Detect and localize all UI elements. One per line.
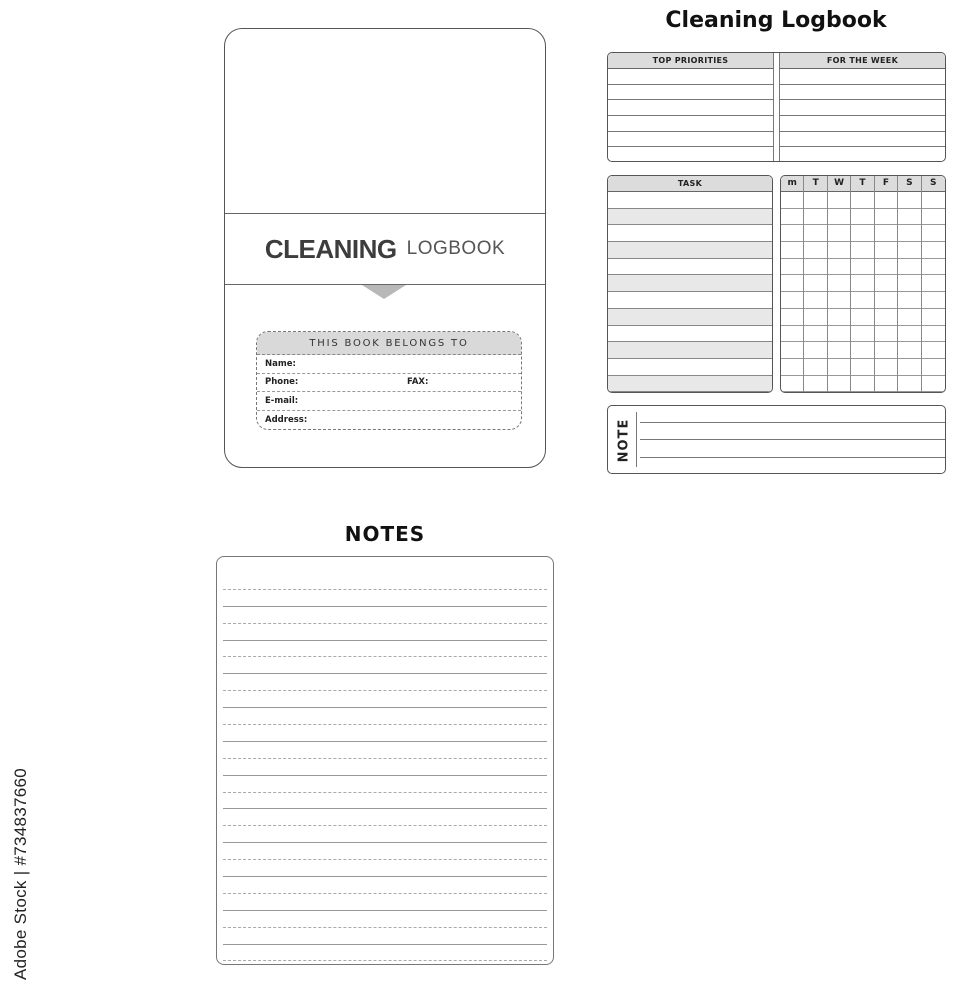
day-cell <box>898 225 920 242</box>
for-the-week-header: FOR THE WEEK <box>780 53 945 69</box>
notes-line <box>223 877 547 894</box>
day-cell <box>781 225 803 242</box>
day-cell <box>851 259 873 276</box>
for-the-week-column <box>780 53 945 161</box>
day-header: S <box>898 176 920 192</box>
notes-title: NOTES <box>344 522 426 546</box>
notes-line <box>223 590 547 607</box>
day-cell <box>875 242 897 259</box>
day-header: W <box>828 176 850 192</box>
notes-line <box>223 607 547 624</box>
notes-line <box>223 776 547 793</box>
notes-line <box>223 641 547 658</box>
logbook-title: Cleaning Logbook <box>665 8 887 33</box>
owner-email-label: E-mail: <box>265 395 299 406</box>
day-cell <box>898 342 920 359</box>
task-row <box>608 359 772 376</box>
notes-line <box>223 691 547 708</box>
weekday-grid-box <box>780 175 946 393</box>
day-cell <box>781 275 803 292</box>
owner-info-box <box>256 331 522 430</box>
top-priorities-column <box>608 53 773 161</box>
day-cell <box>804 225 826 242</box>
day-cell <box>781 192 803 209</box>
week-line <box>780 100 945 116</box>
day-cell <box>922 225 945 242</box>
day-cell <box>875 292 897 309</box>
task-row <box>608 376 772 393</box>
task-row <box>608 326 772 343</box>
day-cell <box>781 209 803 226</box>
day-cell <box>851 192 873 209</box>
day-column-tue <box>804 176 827 392</box>
cover-title-sub: LOGBOOK <box>406 238 506 259</box>
day-cell <box>898 275 920 292</box>
notes-lines <box>223 573 547 961</box>
note-separator <box>636 412 637 467</box>
note-line <box>640 457 945 458</box>
day-header: F <box>875 176 897 192</box>
day-cell <box>922 326 945 343</box>
notes-line <box>223 708 547 725</box>
notes-line <box>223 624 547 641</box>
notes-line <box>223 725 547 742</box>
cover-page <box>224 28 546 468</box>
day-cell <box>781 326 803 343</box>
day-header: T <box>804 176 826 192</box>
day-cell <box>922 309 945 326</box>
day-column-sat <box>898 176 921 392</box>
day-cell <box>828 259 850 276</box>
day-cell <box>828 292 850 309</box>
day-cell <box>922 192 945 209</box>
owner-address-row <box>257 411 521 430</box>
owner-phone-label: Phone: <box>265 377 299 388</box>
day-cell <box>922 342 945 359</box>
priority-line <box>608 100 773 116</box>
notes-line <box>223 894 547 911</box>
day-cell <box>828 192 850 209</box>
priority-line <box>608 69 773 85</box>
day-cell <box>851 292 873 309</box>
day-cell <box>898 292 920 309</box>
day-cell <box>922 209 945 226</box>
day-column-wed <box>828 176 851 392</box>
day-cell <box>898 192 920 209</box>
day-cell <box>804 326 826 343</box>
note-label-text: NOTE <box>616 418 632 463</box>
day-cell <box>898 309 920 326</box>
task-row <box>608 309 772 326</box>
day-cell <box>851 275 873 292</box>
weekday-grid <box>781 176 945 392</box>
day-cell <box>828 359 850 376</box>
priority-line <box>608 132 773 148</box>
week-line <box>780 69 945 85</box>
top-priorities-header: TOP PRIORITIES <box>608 53 773 69</box>
day-cell <box>875 326 897 343</box>
task-row <box>608 209 772 226</box>
day-cell <box>922 292 945 309</box>
day-cell <box>781 309 803 326</box>
day-cell <box>828 242 850 259</box>
day-cell <box>898 359 920 376</box>
day-cell <box>922 359 945 376</box>
week-line <box>780 116 945 132</box>
note-box <box>607 405 946 474</box>
owner-name-row <box>257 355 521 374</box>
stock-watermark-text: Adobe Stock | #734837660 <box>11 767 31 981</box>
day-cell <box>875 225 897 242</box>
day-cell <box>804 275 826 292</box>
task-header: TASK <box>608 176 772 192</box>
priorities-divider <box>773 53 780 161</box>
day-cell <box>781 292 803 309</box>
day-cell <box>875 259 897 276</box>
week-line <box>780 85 945 101</box>
notes-line <box>223 928 547 945</box>
owner-header: THIS BOOK BELONGS TO <box>257 332 521 355</box>
day-cell <box>898 376 920 393</box>
notes-line <box>223 674 547 691</box>
owner-fax-label: FAX: <box>407 377 429 388</box>
day-cell <box>828 326 850 343</box>
day-cell <box>851 376 873 393</box>
day-cell <box>875 359 897 376</box>
day-cell <box>898 326 920 343</box>
task-row <box>608 342 772 359</box>
priority-line <box>608 116 773 132</box>
day-header: T <box>851 176 873 192</box>
day-column-sun <box>922 176 945 392</box>
notes-line <box>223 860 547 877</box>
notes-line <box>223 826 547 843</box>
task-row <box>608 192 772 209</box>
notes-line <box>223 809 547 826</box>
day-cell <box>898 242 920 259</box>
notes-line <box>223 573 547 590</box>
task-row <box>608 225 772 242</box>
week-line <box>780 132 945 148</box>
owner-address-label: Address: <box>265 414 308 425</box>
day-cell <box>781 342 803 359</box>
day-header: S <box>922 176 945 192</box>
day-cell <box>804 309 826 326</box>
day-column-thu <box>851 176 874 392</box>
notes-line <box>223 911 547 928</box>
day-cell <box>804 259 826 276</box>
notes-line <box>223 945 547 962</box>
day-cell <box>922 259 945 276</box>
day-column-mon <box>781 176 804 392</box>
task-row <box>608 259 772 276</box>
day-cell <box>828 309 850 326</box>
day-cell <box>781 259 803 276</box>
owner-email-row <box>257 392 521 411</box>
priority-line <box>608 85 773 101</box>
task-box <box>607 175 773 393</box>
task-row <box>608 275 772 292</box>
day-cell <box>781 359 803 376</box>
day-cell <box>804 209 826 226</box>
notes-line <box>223 793 547 810</box>
day-cell <box>898 259 920 276</box>
day-cell <box>922 376 945 393</box>
day-cell <box>875 376 897 393</box>
task-row <box>608 242 772 259</box>
day-cell <box>851 342 873 359</box>
notes-line <box>223 742 547 759</box>
cover-title-main: CLEANING <box>264 233 397 264</box>
owner-phone-row <box>257 374 521 393</box>
day-cell <box>828 275 850 292</box>
day-header: m <box>781 176 803 192</box>
day-cell <box>875 275 897 292</box>
day-cell <box>875 342 897 359</box>
day-cell <box>851 359 873 376</box>
day-cell <box>875 309 897 326</box>
day-cell <box>804 342 826 359</box>
cover-title-band <box>225 213 545 285</box>
day-cell <box>828 376 850 393</box>
day-cell <box>828 225 850 242</box>
day-cell <box>851 309 873 326</box>
note-line <box>640 422 945 423</box>
notes-page <box>216 556 554 965</box>
day-cell <box>781 376 803 393</box>
day-cell <box>922 275 945 292</box>
day-cell <box>875 209 897 226</box>
day-cell <box>851 225 873 242</box>
task-rows <box>608 192 772 392</box>
day-column-fri <box>875 176 898 392</box>
owner-name-label: Name: <box>265 358 296 369</box>
day-cell <box>804 242 826 259</box>
notes-line <box>223 657 547 674</box>
day-cell <box>922 242 945 259</box>
day-cell <box>804 359 826 376</box>
stock-watermark <box>8 760 34 988</box>
day-cell <box>898 209 920 226</box>
day-cell <box>851 209 873 226</box>
day-cell <box>804 292 826 309</box>
task-row <box>608 292 772 309</box>
day-cell <box>804 376 826 393</box>
day-cell <box>851 242 873 259</box>
day-cell <box>781 242 803 259</box>
note-label <box>613 406 635 474</box>
day-cell <box>804 192 826 209</box>
day-cell <box>828 209 850 226</box>
day-cell <box>875 192 897 209</box>
day-cell <box>828 342 850 359</box>
notes-line <box>223 843 547 860</box>
day-cell <box>851 326 873 343</box>
notes-line <box>223 759 547 776</box>
note-line <box>640 439 945 440</box>
priorities-box <box>607 52 946 162</box>
cover-tab-triangle <box>362 285 406 299</box>
